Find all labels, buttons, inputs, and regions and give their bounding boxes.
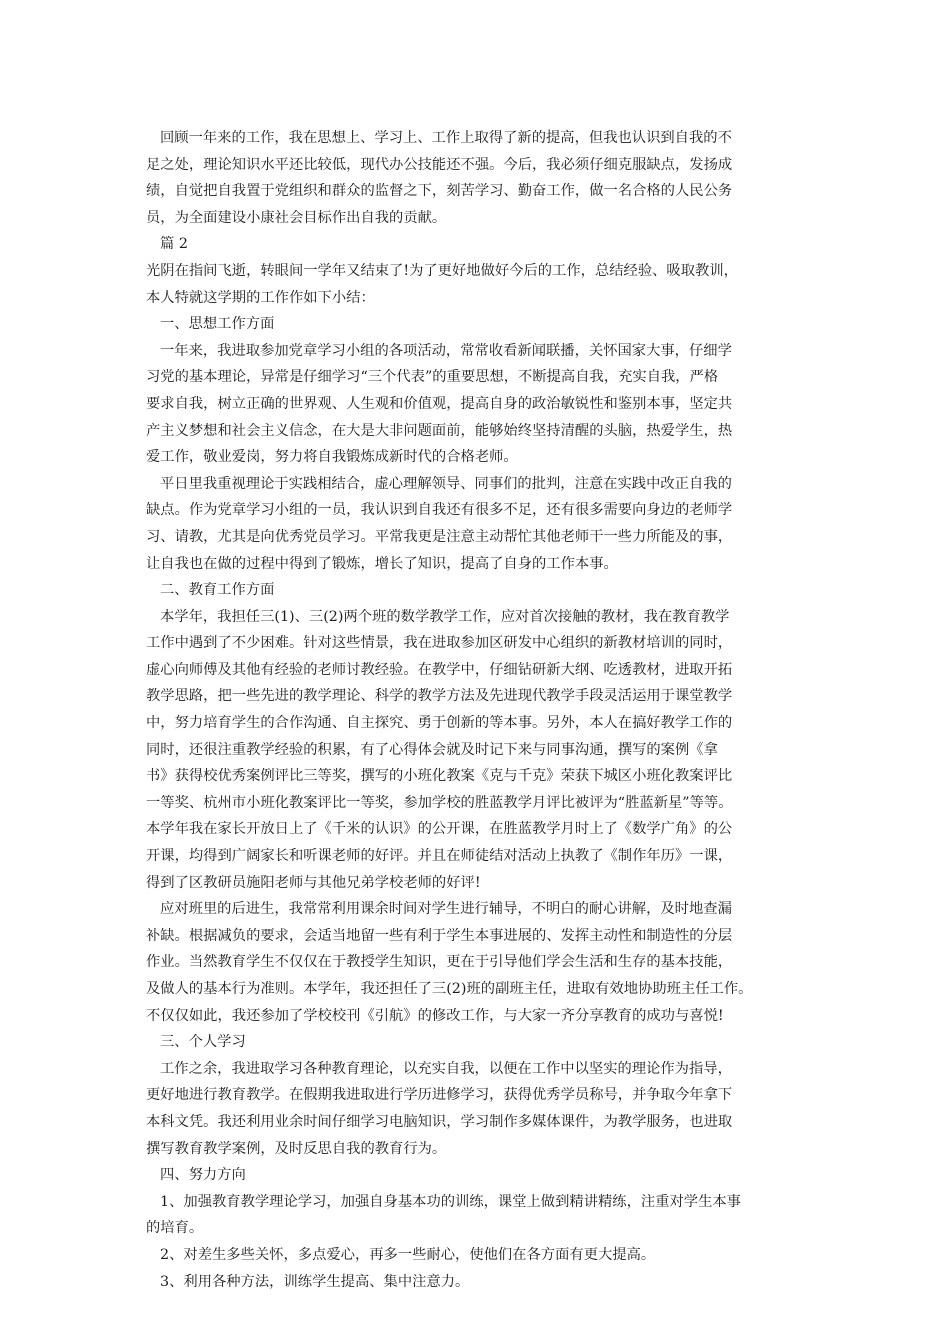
section-heading: 一、思想工作方面 [160,316,275,333]
paragraph-line: 工作之余，我进取学习各种教育理论，以充实自我，以便在工作中以坚实的理论作为指导， [160,1060,732,1077]
paragraph-line: 一年来，我进取参加党章学习小组的各项活动，常常收看新闻联播，关怀国家大事，仔细学 [160,342,732,359]
section-title: 篇 2 [160,236,188,253]
paragraph-line: 员，为全面建设小康社会目标作出自我的贡献。 [146,209,447,226]
paragraph-line: 虚心向师傅及其他有经验的老师讨教经验。在教学中，仔细钻研新大纲、吃透教材，进取开拓 [146,661,733,678]
paragraph-line: 足之处，理论知识水平还比较低，现代办公技能还不强。今后，我必须仔细克服缺点，发扬成 [146,156,733,173]
paragraph-line: 光阴在指间飞逝，转眼间一学年又结束了!为了更好地做好今后的工作，总结经验、吸取教训， [146,262,738,279]
list-item: 的培育。 [146,1220,204,1237]
paragraph-line: 补缺。根据减负的要求，会适当地留一些有利于学生本事进展的、发挥主动性和制造性的分层 [146,927,733,944]
paragraph-line: 书》获得校优秀案例评比三等奖，撰写的小班化教案《克与千克》荣获下城区小班化教案评比 [146,768,733,785]
paragraph-line: 本科文凭。我还利用业余时间仔细学习电脑知识，学习制作多媒体课件，为教学服务，也进取 [146,1113,733,1130]
paragraph-line: 产主义梦想和社会主义信念，在大是大非问题面前，能够始终坚持清醒的头脑，热爱学生，热 [146,422,733,439]
paragraph-line: 中，努力培育学生的合作沟通、自主探究、勇于创新的等本事。另外，本人在搞好教学工作的 [146,715,733,732]
paragraph-line: 要求自我，树立正确的世界观、人生观和价值观，提高自身的政治敏锐性和鉴别本事，坚定共 [146,395,733,412]
paragraph-line: 撰写教育教学案例，及时反思自我的教育行为。 [146,1140,447,1157]
document-body [146,125,826,1295]
paragraph-line: 一等奖、杭州市小班化教案评比一等奖，参加学校的胜蓝教学月评比被评为“胜蓝新星”等等。 [146,794,733,811]
paragraph-line: 习、请教，尤其是向优秀党员学习。平常我更是注意主动帮忙其他老师干一些力所能及的事， [146,528,733,545]
list-item: 3、利用各种方法，训练学生提高、集中注意力。 [160,1273,470,1290]
paragraph-line: 缺点。作为党章学习小组的一员，我认识到自我还有很多不足，还有很多需要向身边的老师学 [146,502,733,519]
paragraph-line: 不仅仅如此，我还参加了学校校刊《引航》的修改工作，与大家一齐分享教育的成功与喜悦! [146,1007,724,1024]
list-item: 2、对差生多些关怀，多点爱心，再多一些耐心，使他们在各方面有更大提高。 [160,1246,656,1263]
paragraph-line: 绩，自觉把自我置于党组织和群众的监督之下，刻苦学习、勤奋工作，做一名合格的人民公务 [146,183,733,200]
paragraph-line: 让自我也在做的过程中得到了锻炼，增长了知识，提高了自身的工作本事。 [146,555,618,572]
paragraph-line: 本学年我在家长开放日上了《千米的认识》的公开课，在胜蓝教学月时上了《数学广角》的公 [146,821,733,838]
paragraph-line: 得到了区教研员施阳老师与其他兄弟学校老师的好评! [146,874,481,891]
paragraph-line: 本人特就这学期的工作作如下小结： [146,289,375,306]
paragraph-line: 开课，均得到广阔家长和听课老师的好评。并且在师徒结对活动上执教了《制作年历》一课， [146,848,733,865]
section-heading: 二、教育工作方面 [160,582,275,599]
paragraph-line: 教学思路，把一些先进的教学理论、科学的教学方法及先进现代教学手段灵活运用于课堂教学 [146,688,733,705]
section-heading: 三、个人学习 [160,1034,246,1051]
paragraph-line: 及做人的基本行为准则。本学年，我还担任了三(2)班的副班主任，进取有效地协助班主任工作。 [146,981,753,997]
section-heading: 四、努力方向 [160,1167,246,1184]
list-item: 1、加强教育教学理论学习，加强自身基本功的训练，课堂上做到精讲精练，注重对学生本事 [160,1193,741,1210]
paragraph-line: 应对班里的后进生，我常常利用课余时间对学生进行辅导，不明白的耐心讲解，及时地查漏 [160,901,732,918]
paragraph-line: 同时，还很注重教学经验的积累，有了心得体会就及时记下来与同事沟通，撰写的案例《拿 [146,741,718,758]
paragraph-line: 习党的基本理论，异常是仔细学习“三个代表”的重要思想，不断提高自我，充实自我，严格 [146,369,719,386]
paragraph-line: 更好地进行教育教学。在假期我进取进行学历进修学习，获得优秀学员称号，并争取今年拿下 [146,1087,733,1104]
paragraph-line: 平日里我重视理论于实践相结合，虚心理解领导、同事们的批判，注意在实践中改正自我的 [160,475,732,492]
paragraph-line: 工作中遇到了不少困难。针对这些情景，我在进取参加区研发中心组织的新教材培训的同时， [146,635,733,652]
paragraph-line: 回顾一年来的工作，我在思想上、学习上、工作上取得了新的提高，但我也认识到自我的不 [160,130,732,146]
paragraph-line: 本学年，我担任三(1)、三(2)两个班的数学教学工作，应对首次接触的教材，我在教育教学 [160,608,730,625]
paragraph-line: 爱工作，敬业爱岗，努力将自我锻炼成新时代的合格老师。 [146,449,518,466]
paragraph-line: 作业。当然教育学生不仅仅在于教授学生知识，更在于引导他们学会生活和生存的基本技能， [146,954,733,971]
